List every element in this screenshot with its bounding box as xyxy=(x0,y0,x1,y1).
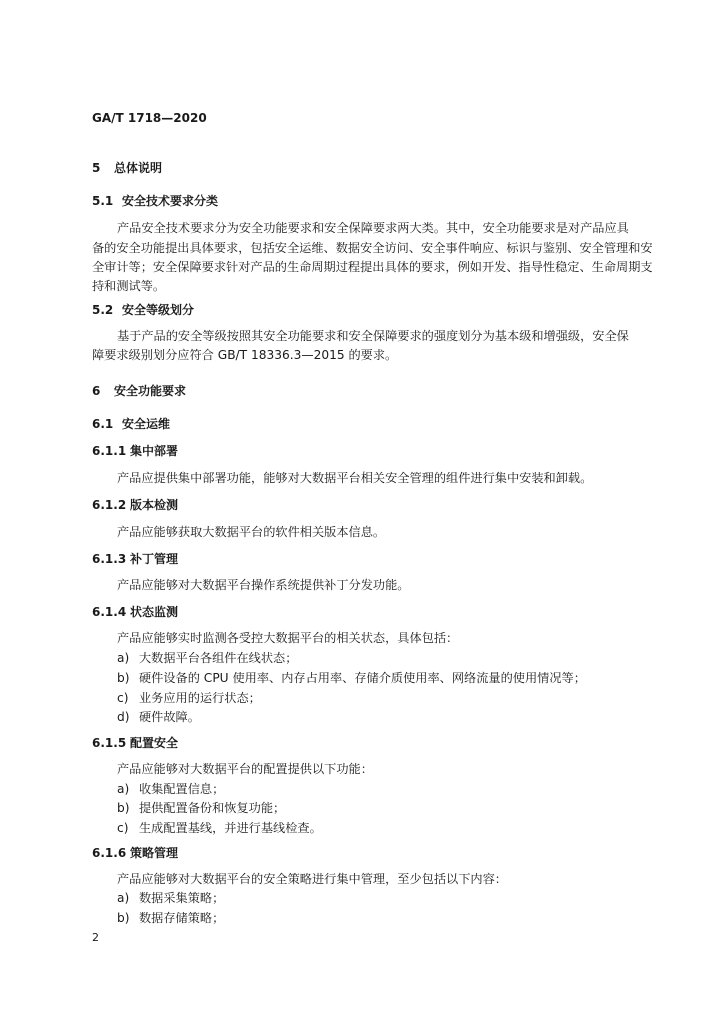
section-6-1-6-heading xyxy=(92,845,178,861)
section-6-1-2-heading xyxy=(92,497,178,513)
list-item xyxy=(117,709,200,725)
section-number: 6.1.2 xyxy=(92,498,127,512)
list-label: c) xyxy=(117,821,129,835)
list-label: c) xyxy=(117,691,129,705)
section-title: 安全技术要求分类 xyxy=(122,194,219,208)
paragraph-line: 产品应能够实时监测各受控大数据平台的相关状态，具体包括： xyxy=(117,631,459,645)
section-number: 6.1.5 xyxy=(92,736,127,750)
section-title: 总体说明 xyxy=(114,161,163,175)
section-title: 配置安全 xyxy=(130,736,179,750)
section-title: 安全功能要求 xyxy=(114,384,187,398)
list-label: a) xyxy=(117,782,130,796)
paragraph-line: 产品应能够对大数据平台的安全策略进行集中管理，至少包括以下内容： xyxy=(117,872,507,886)
section-number: 6.1.6 xyxy=(92,846,127,860)
page-number: 2 xyxy=(92,931,99,944)
paragraph-line: 基于产品的安全等级按照其安全功能要求和安全保障要求的强度划分为基本级和增强级，安全保 xyxy=(117,329,629,343)
list-text: 收集配置信息； xyxy=(139,782,225,796)
list-text: 提供配置备份和恢复功能； xyxy=(139,801,286,815)
list-item xyxy=(117,690,261,706)
list-item xyxy=(117,910,224,926)
section-5-1-heading xyxy=(92,193,218,209)
section-5-heading xyxy=(92,160,162,176)
section-6-1-1-heading xyxy=(92,443,178,459)
list-text: 大数据平台各组件在线状态； xyxy=(139,651,298,665)
section-6-heading xyxy=(92,383,186,399)
section-6-1-5-heading xyxy=(92,735,178,751)
list-text: 硬件设备的 CPU 使用率、内存占用率、存储介质使用率、网络流量的使用情况等； xyxy=(139,671,586,685)
paragraph-line: 备的安全功能提出具体要求，包括安全运维、数据安全访问、安全事件响应、标识与鉴别、安全管理和安 xyxy=(92,241,653,255)
list-label: b) xyxy=(117,801,130,815)
paragraph-line: 产品安全技术要求分为安全功能要求和安全保障要求两大类。其中，安全功能要求是对产品应具 xyxy=(117,221,629,235)
list-item xyxy=(117,781,224,797)
paragraph-line: 产品应提供集中部署功能，能够对大数据平台相关安全管理的组件进行集中安装和卸载。 xyxy=(117,471,593,485)
section-6-1-heading xyxy=(92,416,170,432)
list-label: b) xyxy=(117,911,130,925)
list-item xyxy=(117,650,297,666)
section-title: 策略管理 xyxy=(130,846,179,860)
paragraph-line: 产品应能够对大数据平台的配置提供以下功能： xyxy=(117,762,373,776)
standard-id: GA/T 1718—2020 xyxy=(92,111,207,125)
list-text: 生成配置基线，并进行基线检查。 xyxy=(139,821,322,835)
list-item xyxy=(117,800,285,816)
section-number: 6.1.1 xyxy=(92,444,127,458)
section-number: 5 xyxy=(92,161,101,175)
section-number: 6.1 xyxy=(92,417,114,431)
list-item xyxy=(117,890,224,906)
section-title: 安全等级划分 xyxy=(122,303,195,317)
list-text: 业务应用的运行状态； xyxy=(139,691,261,705)
paragraph-line: 产品应能够获取大数据平台的软件相关版本信息。 xyxy=(117,525,386,539)
section-6-1-3-heading xyxy=(92,551,178,567)
paragraph-line: 持和测试等。 xyxy=(92,279,166,293)
list-text: 数据存储策略； xyxy=(139,911,225,925)
list-item xyxy=(117,820,322,836)
list-text: 数据采集策略； xyxy=(139,891,225,905)
paragraph-line: 产品应能够对大数据平台操作系统提供补丁分发功能。 xyxy=(117,578,410,592)
section-title: 集中部署 xyxy=(130,444,179,458)
section-number: 5.2 xyxy=(92,303,114,317)
list-label: a) xyxy=(117,651,130,665)
paragraph-line: 全审计等；安全保障要求针对产品的生命周期过程提出具体的要求，例如开发、指导性稳定、生命周期支 xyxy=(92,260,653,274)
section-6-1-4-heading xyxy=(92,604,178,620)
section-number: 6.1.3 xyxy=(92,552,127,566)
section-title: 状态监测 xyxy=(130,605,179,619)
section-5-2-heading xyxy=(92,302,194,318)
list-label: b) xyxy=(117,671,130,685)
paragraph-line: 障要求级别划分应符合 GB/T 18336.3—2015 的要求。 xyxy=(92,348,398,362)
list-label: a) xyxy=(117,891,130,905)
section-number: 6.1.4 xyxy=(92,605,127,619)
list-item xyxy=(117,670,586,686)
section-title: 版本检测 xyxy=(130,498,179,512)
section-number: 5.1 xyxy=(92,194,114,208)
section-number: 6 xyxy=(92,384,101,398)
section-title: 安全运维 xyxy=(122,417,171,431)
list-text: 硬件故障。 xyxy=(139,710,200,724)
section-title: 补丁管理 xyxy=(130,552,179,566)
list-label: d) xyxy=(117,710,130,724)
